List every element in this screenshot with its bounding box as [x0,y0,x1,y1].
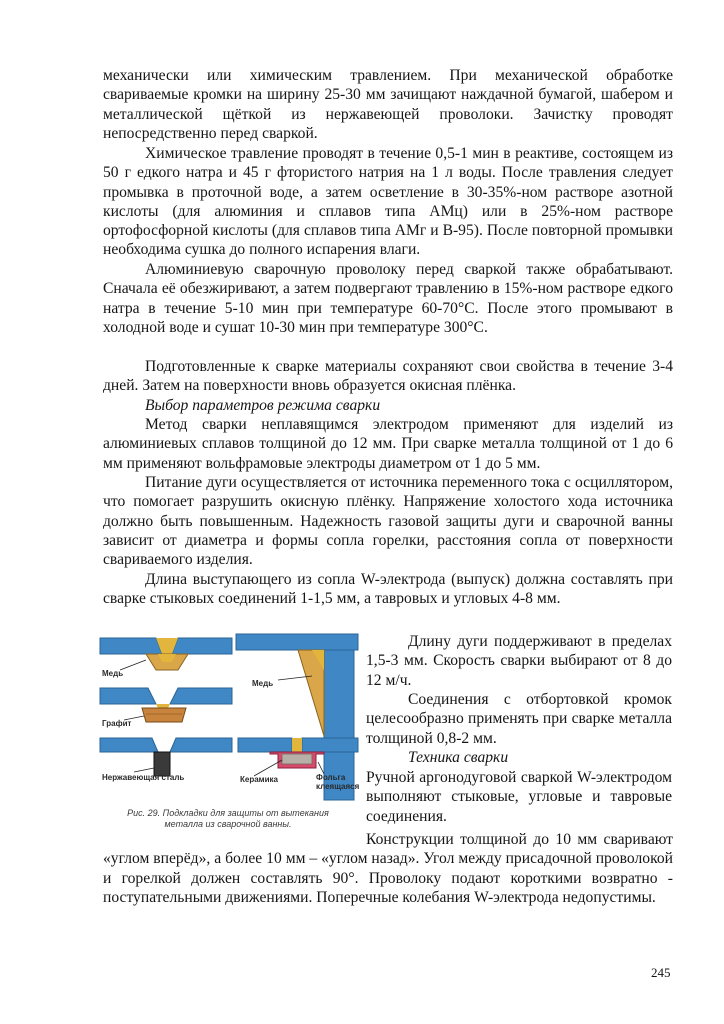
label-copper-left: Медь [102,669,124,678]
panel-graphite [100,688,232,722]
figure-backing-plates [98,630,360,804]
label-graphite: Графит [102,719,132,728]
heading-welding-technique: Техника сварки [408,749,509,766]
paragraph-power-supply: Питание дуги осуществляется от источника переменного тока с осциллятором, что помогает разрушить окисную плёнку. Напряжение холостого хода источника должно быть повышенным. Надежность газовой защиты дуги и сварочной ванны зависит от диаметра и формы сопла горелки, расстояния сопла от поверхности свариваемого изделия. [103,474,673,569]
heading-parameters: Выбор параметров режима сварки [145,397,381,414]
paragraph-flanged-joints: Соединения с отбортовкой кромок целесообразно применять при сварке металла толщиной 0,8-2 мм. [366,691,672,747]
paragraph-chemical-etching: Химическое травление проводят в течение 0,5-1 мин в реактиве, состоящем из 50 г едкого натра и 45 г фтористого натрия на 1 л воды. После травления следует промывка в проточной воде, а затем осветление в 30-35%-ном растворе азотной кислоты (для алюминия и сплавов типа АМц) или в 25%-ном растворе ортофосфорной кислоты (для сплавов типа АМг и В-95). После повторной промывки необходима сушка до полного испарения влаги. [103,145,673,259]
label-copper-right: Медь [252,679,274,688]
label-stainless-steel: Нержавеющая сталь [102,773,185,782]
paragraph-structures: Конструкции толщиной до 10 мм сваривают «углом вперёд», а более 10 мм – «углом назад». Угол между присадочной проволокой и горелкой должен составлять 90°. Проволоку подают короткими возвратно - поступательными движениями. Поперечные колебания W-электрода недопустимы. [103,831,673,906]
paragraph-arc-length: Длину дуги поддерживают в пределах 1,5-3 мм. Скорость сварки выбирают от 8 до 12 м/ч. [366,633,672,689]
paragraph-mechanical-cleaning: механически или химическим травлением. При механической обработке свариваемые кромки на ширину 25-30 мм зачищают наждачной бумагой, шабером и металлической щёткой из нержавеющей проволоки. Зачистку проводят непосредственно перед сваркой. [103,67,673,142]
paragraph-wire-treatment: Алюминиевую сварочную проволоку перед сваркой также обрабатывают. Сначала её обезжиривают, а затем подвергают травлению в 15%-ном растворе едкого натра в течение 5-10 мин при температуре 60-70°С. После этого промывают в холодной воде и сушат 10-30 мин при температуре 300°С. [103,261,673,336]
label-adhesive-foil: Фольга клеящаяся [316,773,360,791]
paragraph-electrode-method: Метод сварки неплавящимся электродом применяют для изделий из алюминиевых сплавов толщиной до 12 мм. При сварке металла толщиной от 1 до 6 мм применяют вольфрамовые электроды диаметром от 1 до 5 мм. [103,416,673,472]
paragraph-manual-argon: Ручной аргонодуговой сваркой W-электродом выполняют стыковые, угловые и тавровые соединения. [366,769,672,825]
label-ceramics: Керамика [240,775,278,784]
panel-stainless [100,738,232,776]
paragraph-electrode-length: Длина выступающего из сопла W-электрода (выпуск) должна составлять при сварке стыковых соединений 1-1,5 мм, а тавровых и угловых 4-8 мм. [103,571,673,608]
figure-caption: Рис. 29. Подкладки для защиты от вытекания металла из сварочной ванны. [127,808,329,829]
panel-copper-butt [100,638,232,670]
paragraph-storage: Подготовленные к сварке материалы сохраняют свои свойства в течение 3-4 дней. Затем на поверхности вновь образуется окисная плёнка. [103,358,673,395]
page-number: 245 [651,965,671,980]
